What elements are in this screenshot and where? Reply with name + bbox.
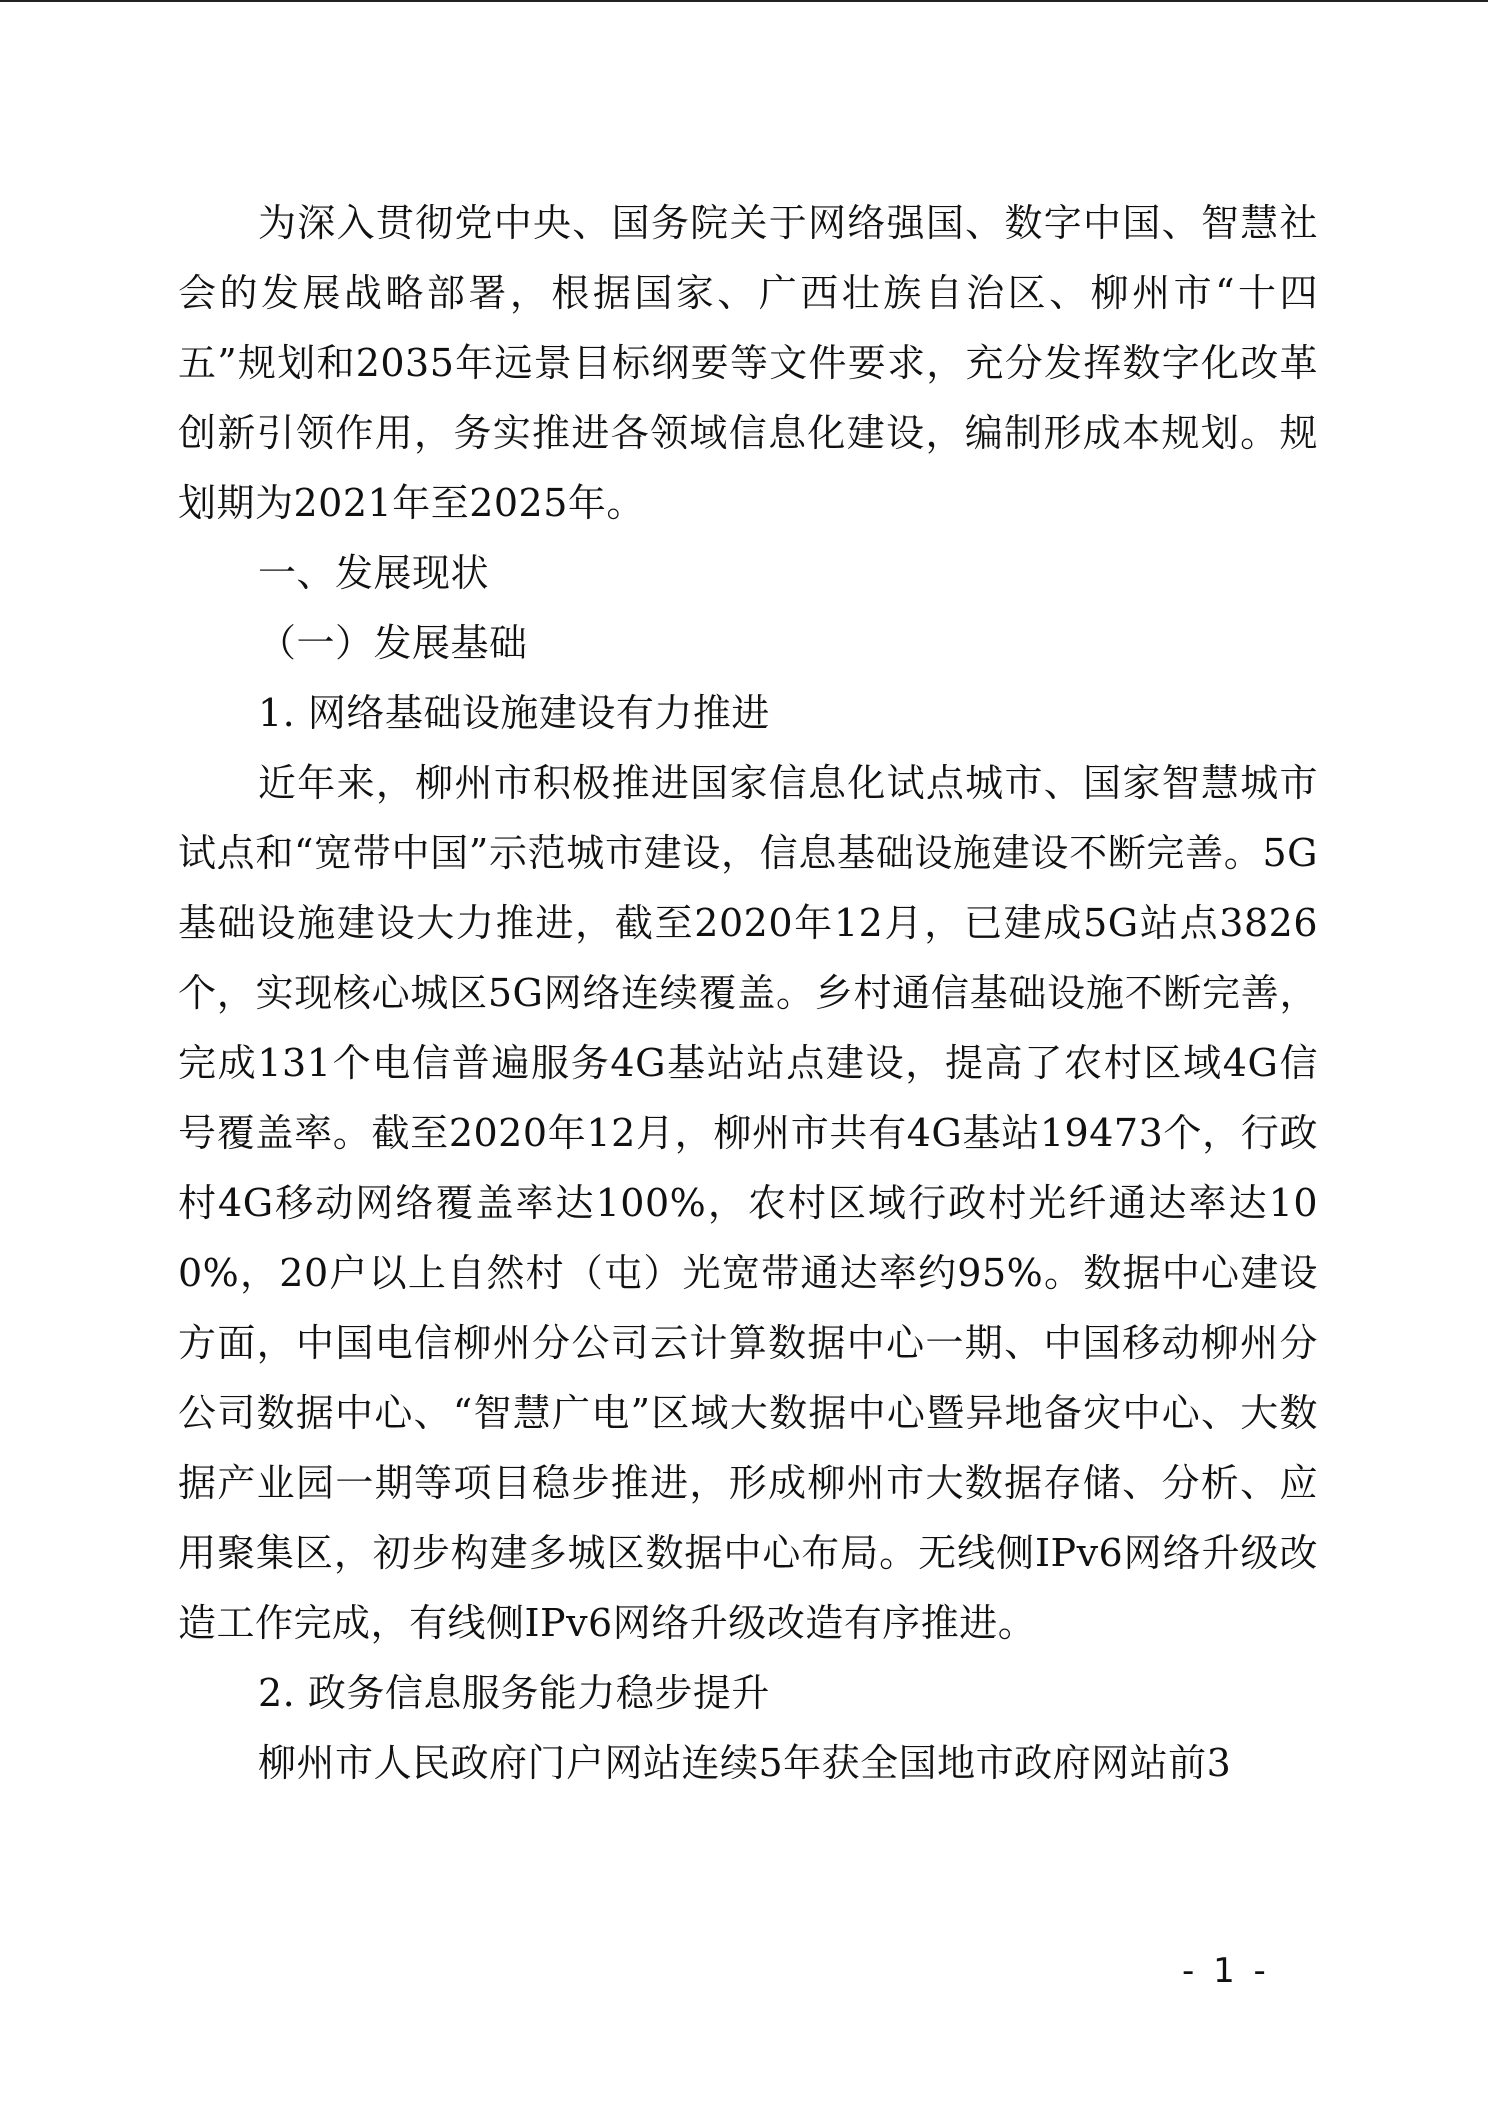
government-services-paragraph: 柳州市人民政府门户网站连续5年获全国地市政府网站前3: [258, 1741, 1232, 1785]
document-body: [178, 188, 1318, 1798]
subsection-heading: （一）发展基础: [258, 621, 528, 665]
page-top-border: [0, 0, 1488, 2]
section-heading: 一、发展现状: [258, 551, 490, 595]
item-heading-1: 1. 网络基础设施建设有力推进: [258, 691, 770, 735]
item-heading-2: 2. 政务信息服务能力稳步提升: [258, 1671, 770, 1715]
intro-paragraph: 为深入贯彻党中央、国务院关于网络强国、数字中国、智慧社会的发展战略部署，根据国家、广西壮族自治区、柳州市“十四五”规划和2035年远景目标纲要等文件要求，充分发挥数字化改革创新引领作用，务实推进各领域信息化建设，编制形成本规划。规划期为2021年至2025年。: [178, 201, 1318, 525]
page-number: - 1 -: [1182, 1951, 1270, 1991]
infrastructure-paragraph: 近年来，柳州市积极推进国家信息化试点城市、国家智慧城市试点和“宽带中国”示范城市建设，信息基础设施建设不断完善。5G基础设施建设大力推进，截至2020年12月，已建成5G站点3826个，实现核心城区5G网络连续覆盖。乡村通信基础设施不断完善，完成131个电信普遍服务4G基站站点建设，提高了农村区域4G信号覆盖率。截至2020年12月，柳州市共有4G基站19473个，行政村4G移动网络覆盖率达100%，农村区域行政村光纤通达率达100%，20户以上自然村（屯）光宽带通达率约95%。数据中心建设方面，中国电信柳州分公司云计算数据中心一期、中国移动柳州分公司数据中心、“智慧广电”区域大数据中心暨异地备灾中心、大数据产业园一期等项目稳步推进，形成柳州市大数据存储、分析、应用聚集区，初步构建多城区数据中心布局。无线侧IPv6网络升级改造工作完成，有线侧IPv6网络升级改造有序推进。: [178, 761, 1318, 1645]
